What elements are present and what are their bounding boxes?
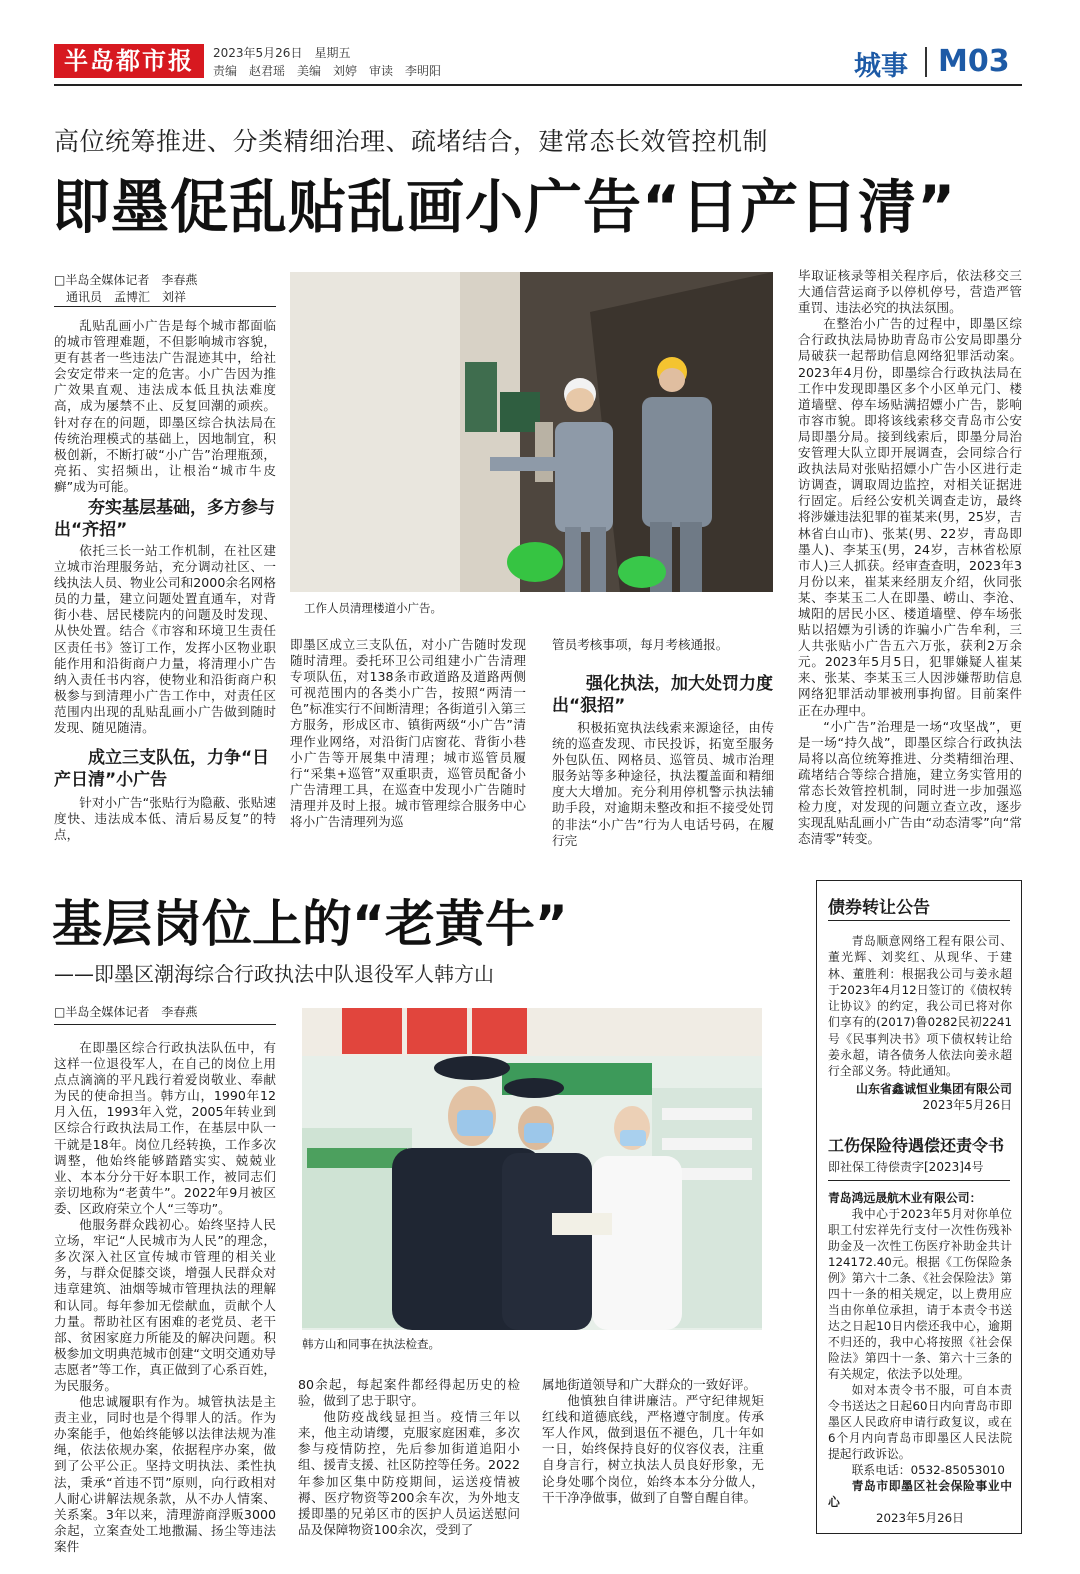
notice-title-rule [828,1180,1010,1181]
article1-col2 [290,637,526,830]
paragraph: 属地街道领导和广大群众的一致好评。 [542,1377,757,1392]
byline-rule [54,1024,276,1025]
paragraph: 青岛市即墨区社会保险事业中心 [828,1479,1012,1509]
paragraph: 积极拓宽执法线索来源途径，由传统的巡查发现、市民投诉，拓宽至服务外包队伍、网格员、巡管员、城市治理服务站等多种途径，执法覆盖面和精细度大大增加。充分利用停机警示执法辅助手段，对逾期未整改和拒不接受处罚的非法“小广告”行为人电话号码，在履行完 [552,720,774,848]
photo-caption: 韩方山和同事在执法检查。 [302,1337,440,1351]
article2-byline: □半岛全媒体记者 李春燕 [54,1005,198,1019]
paragraph: 2023年5月26日 [876,1511,964,1525]
subheading: 夯实基层基础，多方参与出“齐招” [54,498,275,540]
paragraph: 他防疫战线显担当。疫情三年以来，他主动请缨，克服家庭困难，多次参与疫情防控，先后参加街道追阳小组、援青支援、社区防控等任务。2022年参加区集中防疫期间，运送疫情被褥、医疗物资等200余车次，为外地支援即墨的兄弟区市的医护人员运送慰问品及保障物资100余次，受到了 [298,1409,520,1537]
photo-caption: 工作人员清理楼道小广告。 [304,601,442,615]
paragraph: 80余起，每起案件都经得起历史的检验，做到了忠于职守。 [298,1377,520,1409]
subheading: 成立三支队伍，力争“日产日清”小广告 [54,748,270,790]
article1-col1 [54,318,276,495]
article2-subhead: ——即墨区潮海综合行政执法中队退役军人韩方山 [54,962,494,986]
bond-notice-date: 2023年5月26日 [922,1098,1012,1112]
article1-kicker: 高位统筹推进、分类精细治理、疏堵结合，建常态长效管控机制 [54,127,769,156]
paragraph: “小广告”治理是一场“攻坚战”，更是一场“持久战”，即墨区综合行政执法局将以高位统筹推进、分类精细治理、疏堵结合等综合措施，建立务实管用的常态长效管控机制，同时进一步加强巡检力度，对发现的问题立查立改，逐步实现乱贴乱画小广告由“动态清零”向“常态清零”转变。 [798,718,1022,847]
paragraph: 乱贴乱画小广告是每个城市都面临的城市管理难题，不但影响城市容貌，更有甚者一些违法广告混迹其中，给社会安定带来一定的危害。小广告因为推广效果直观、违法成本低且执法难度高，成为屡禁不止、反复回潮的顽疾。针对存在的问题，即墨区综合执法局在传统治理模式的基础上，因地制宜，积极创新，不断打破“小广告”治理瓶颈，亮拓、实招频出，让根治“城市牛皮癣”成为可能。 [54,318,276,494]
paragraph: 他慎独自律讲廉洁。严守纪律规矩红线和道德底线，严格遵守制度。传承军人作风，做到退伍不褪色，几十年如一日，始终保持良好的仪容仪表，注重自身言行，树立执法人员良好形象，无论身处哪个岗位，始终本本分分做人，干干净净做事，做到了自警自醒自律。 [542,1393,764,1505]
paragraph: 即墨区成立三支队伍，对小广告随时发现随时清理。委托环卫公司组建小广告清理专项队伍，对138条市政道路及道路两侧可视范围内的各类小广告，按照“两清一色”标准实行不间断清理；各街道引入第三方服务，形成区市、镇街两级“小广告”清理作业网络，对沿街门店窗花、背街小巷小广告等开展集中清理；城市巡管员履行“采集+巡管”双重职责，巡管员配备小广告清理工具，在巡查中发现小广告随时清理并及时上报。城市管理综合服务中心将小广告清理列为巡 [290,637,526,830]
paragraph: 毕取证核录等相关程序后，依法移交三大通信营运商予以停机停号，营造严管重罚、违法必究的执法氛围。 [798,268,1022,316]
article1-col1c [54,795,276,843]
page-number: M03 [938,44,1010,79]
article2-col3 [542,1377,764,1506]
bond-notice-body [828,933,1012,1080]
paragraph: 我中心于2023年5月对你单位职工付宏祥先行支付一次性伤残补助金及一次性工伤医疗补助金共计124172.40元。根据《工伤保险条例》第六十二条、《社会保险法》第四十一条的相关规定，以上费用应当由你单位承担，请于本责令书送达之日起10日内偿还我中心，逾期不归还的，我中心将按照《社会保险法》第四十一条、第六十三条的有关规定，依法予以处理。 [828,1207,1012,1381]
byline-rule [54,306,276,307]
paragraph: 青岛顺意网络工程有限公司、董光辉、刘奖红、从现华、于建林、董胜利：根据我公司与姜永超于2023年4月12日签订的《债权转让协议》的约定，我公司已将对你们享有的(2017)鲁0282民初2241号《民事判决书》项下债权转让给姜永超，请各债务人依法向姜永超行全部义务。特此通知。 [828,934,1012,1079]
paragraph: 联系电话：0532-85053010 [851,1463,1005,1477]
section-name: 城事 [854,51,908,82]
paragraph: 青岛鸿远晟航木业有限公司： [828,1191,982,1205]
article1-col4 [798,268,1022,847]
article2-headline: 基层岗位上的“老黄牛” [52,895,568,953]
paragraph: 在即墨区综合行政执法队伍中，有这样一位退役军人，在自己的岗位上用点点滴滴的平凡践行着爱岗敬业、奉献为民的使命担当。韩方山，1990年12月入伍，1993年入党，2005年转业到区综合行政执法局工作，在基层中队一干就是18年。岗位几经转换，工作多次调整，他始终能够踏踏实实、兢兢业业、本本分分干好本职工作，被同志们亲切地称为“老黄牛”。2022年9月被区委、区政府荣立个人“三等功”。 [54,1040,276,1216]
paragraph: 依托三长一站工作机制，在社区建立城市治理服务站，充分调动社区、一线执法人员、物业公司和2000余名网格员的力量，建立问题处置直通车，对背街小巷、居民楼院内的问题及时发现、从快处置。结合《市容和环境卫生责任区责任书》签订工作，发挥小区物业职能作用和沿街商户力量，将清理小广告纳入责任书内容，使物业和沿街商户积极参与到清理小广告工作中，对责任区范围内出现的乱贴乱画小广告做到随时发现、随见随清。 [54,543,276,736]
paragraph: 针对小广告“张贴行为隐蔽、张贴速度快、违法成本低、清后易反复”的特点， [54,795,276,843]
injury-notice-title: 工伤保险待遇偿还责令书 [828,1136,1005,1155]
header-rule [54,84,1022,86]
byline-correspondent: 通讯员 孟博汇 刘祥 [54,290,187,304]
paragraph: 管员考核事项，每月考核通报。 [552,637,729,652]
article2-col2 [298,1377,520,1538]
article1-col3 [552,637,774,653]
masthead-logo: 半岛都市报 [54,44,204,78]
paragraph: 他忠诚履职有作为。城管执法是主责主业，同时也是个得罪人的活。作为办案能手，他始终能够以法律法规为准绳，依法依规办案，依据程序办案，做到了公平公正。坚持文明执法、柔性执法，秉承“首违不罚”原则，向行政相对人耐心讲解法规条款，从不办人情案、关系案。3年以来，清理游商浮贩3000余起，立案查处工地撒漏、扬尘等违法案件 [54,1394,276,1554]
article2-col1 [54,1040,276,1555]
article2-photo [302,1008,762,1330]
paragraph: 如对本责令书不服，可自本责令书送达之日起60日内向青岛市即墨区人民政府申请行政复议，或在6个月内向青岛市即墨区人民法院提起行政诉讼。 [828,1383,1012,1461]
notice-title-rule [828,920,1010,921]
article1-headline: 即墨促乱贴乱画小广告“日产日清” [52,173,957,241]
subheading: 强化执法，加大处罚力度出“狠招” [552,674,773,716]
bond-notice-title: 债券转让公告 [828,898,930,918]
article1-photo [290,272,773,592]
issue-date: 2023年5月26日 星期五 [213,46,351,60]
injury-notice-docno: 即社保工待偿责字[2023]4号 [828,1160,984,1174]
bond-notice-company: 山东省鑫诚恒业集团有限公司 [855,1082,1012,1096]
section-divider [925,47,927,77]
paragraph: 在整治小广告的过程中，即墨区综合行政执法局协助青岛市公安局即墨分局破获一起帮助信息网络犯罪活动案。2023年4月份，即墨综合行政执法局在工作中发现即墨区多个小区单元门、楼道墙壁、停车场贴满招嫖小广告，影响市容市貌。即将该线索移交青岛市公安局即墨分局。接到线索后，即墨分局治安管理大队立即开展调查，会同综合行政执法局对张贴招嫖小广告小区进行走访调查，调取周边监控，对相关证据进行固定。后经公安机关调查走访，最终将涉嫌违法犯罪的崔某来(男，25岁，吉林省白山市)、张某(男、22岁，青岛即墨人)、李某玉(男，24岁，吉林省松原市人)三人抓获。经审查查明，2023年3月份以来，崔某来经朋友介绍，伙同张某、李某玉二人在即墨、崂山、李沧、城阳的居民小区、楼道墙壁、停车场张贴以招嫖为引诱的诈骗小广告牟利，三人共张贴小广告五六万张，获利2万余元。2023年5月5日，犯罪嫌疑人崔某来、张某、李某玉三人因涉嫌帮助信息网络犯罪活动罪被刑事拘留。目前案件正在办理中。 [798,316,1022,718]
article1-col1b [54,543,276,736]
article1-byline [54,272,274,306]
article1-col3b [552,720,774,849]
workers-illustration [290,272,773,592]
editors-line: 责编 赵君瑶 美编 刘婷 审读 李明阳 [213,64,442,78]
pharmacy-illustration [302,1008,762,1330]
paragraph: 他服务群众践初心。始终坚持人民立场，牢记“人民城市为人民”的理念，多次深入社区宣传城市管理的相关业务，与群众促膝交谈，增强人民群众对违章建筑、油烟等城市管理执法的理解和认同。每年参加无偿献血，贡献个人力量。帮助社区有困难的老党员、老干部、贫困家庭力所能及的解决问题。积极参加文明典范城市创建“文明交通劝导志愿者”等工作，真正做到了心系百姓，为民服务。 [54,1217,276,1393]
byline-reporter: □半岛全媒体记者 李春燕 [54,273,198,287]
injury-notice-body [828,1190,1012,1526]
